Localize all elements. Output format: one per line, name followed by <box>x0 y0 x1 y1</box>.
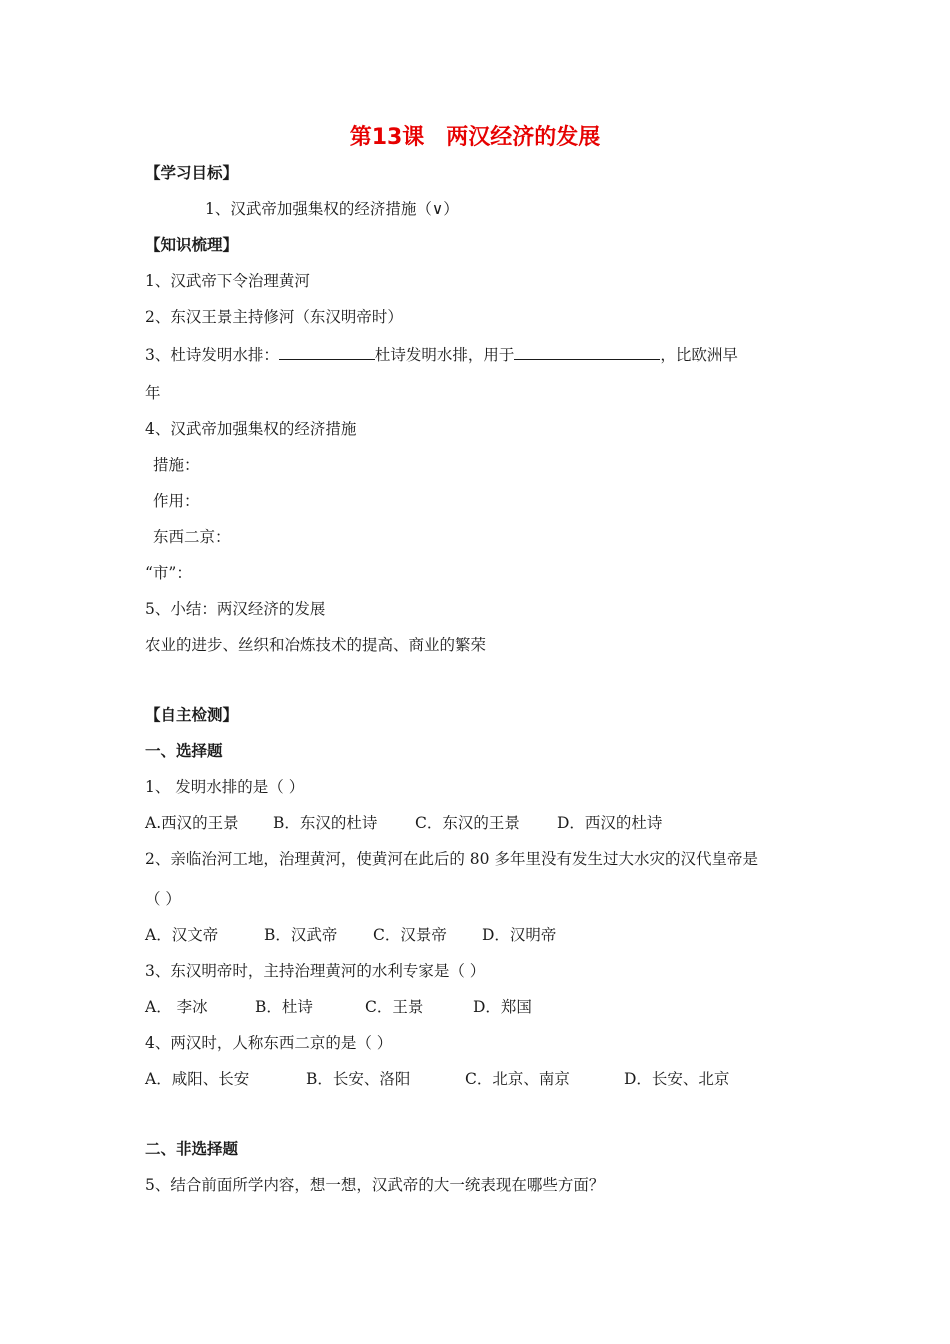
q3-option-d[interactable]: D．郑国 <box>473 998 532 1016</box>
question-1-stem: 1、 发明水排的是（ ） <box>145 778 305 796</box>
q2-option-d[interactable]: D．汉明帝 <box>482 926 557 944</box>
sub-item-measures: 措施： <box>153 456 200 474</box>
q1-option-a[interactable]: A.西汉的王景 <box>145 814 239 832</box>
question-2-paren: （ ） <box>145 890 181 908</box>
sub-item-market: “市”： <box>145 564 192 582</box>
knowledge-heading: 【知识梳理】 <box>145 236 239 254</box>
q4-option-a[interactable]: A．咸阳、长安 <box>145 1070 250 1088</box>
item3-continuation: 年 <box>145 384 161 402</box>
item3-suffix: ，比欧洲早 <box>660 346 738 364</box>
sub-item-two-capitals: 东西二京： <box>153 528 231 546</box>
knowledge-summary: 农业的进步、丝织和冶炼技术的提高、商业的繁荣 <box>145 636 487 654</box>
question-2-stem: 2、亲临治河工地，治理黄河，使黄河在此后的 80 多年里没有发生过大水灾的汉代皇帝是 <box>145 850 758 868</box>
q4-option-c[interactable]: C．北京、南京 <box>465 1070 570 1088</box>
fill-blank-2[interactable] <box>514 343 660 360</box>
sub-item-effect: 作用： <box>153 492 200 510</box>
q1-option-d[interactable]: D．西汉的杜诗 <box>557 814 663 832</box>
knowledge-item-1: 1、汉武帝下令治理黄河 <box>145 272 310 290</box>
q1-option-c[interactable]: C．东汉的王景 <box>415 814 520 832</box>
item3-prefix: 3、杜诗发明水排： <box>145 346 279 364</box>
q4-option-b[interactable]: B．长安、洛阳 <box>306 1070 411 1088</box>
fill-blank-1[interactable] <box>279 343 375 360</box>
section-multiple-choice: 一、选择题 <box>145 742 223 760</box>
knowledge-item-2: 2、东汉王景主持修河（东汉明帝时） <box>145 308 403 326</box>
q1-option-b[interactable]: B．东汉的杜诗 <box>273 814 378 832</box>
q3-option-c[interactable]: C．王景 <box>365 998 424 1016</box>
question-4-stem: 4、两汉时，人称东西二京的是（ ） <box>145 1034 393 1052</box>
section-non-choice: 二、非选择题 <box>145 1140 239 1158</box>
page-title: 第13课 两汉经济的发展 <box>349 125 601 150</box>
goal-item: 1、汉武帝加强集权的经济措施（∨） <box>205 200 459 218</box>
test-heading: 【自主检测】 <box>145 706 239 724</box>
knowledge-item-4: 4、汉武帝加强集权的经济措施 <box>145 420 357 438</box>
goals-heading: 【学习目标】 <box>145 164 239 182</box>
knowledge-item-5: 5、小结：两汉经济的发展 <box>145 600 326 618</box>
question-3-stem: 3、东汉明帝时，主持治理黄河的水利专家是（ ） <box>145 962 486 980</box>
q2-option-b[interactable]: B．汉武帝 <box>264 926 338 944</box>
q4-option-d[interactable]: D．长安、北京 <box>624 1070 730 1088</box>
knowledge-item-3 <box>145 343 738 365</box>
question-5-stem: 5、结合前面所学内容，想一想，汉武帝的大一统表现在哪些方面？ <box>145 1176 605 1194</box>
q2-option-a[interactable]: A．汉文帝 <box>145 926 219 944</box>
q3-option-a[interactable]: A． 李冰 <box>145 998 208 1016</box>
q3-option-b[interactable]: B．杜诗 <box>255 998 313 1016</box>
item3-middle: 杜诗发明水排，用于 <box>374 346 515 364</box>
q2-option-c[interactable]: C．汉景帝 <box>373 926 447 944</box>
